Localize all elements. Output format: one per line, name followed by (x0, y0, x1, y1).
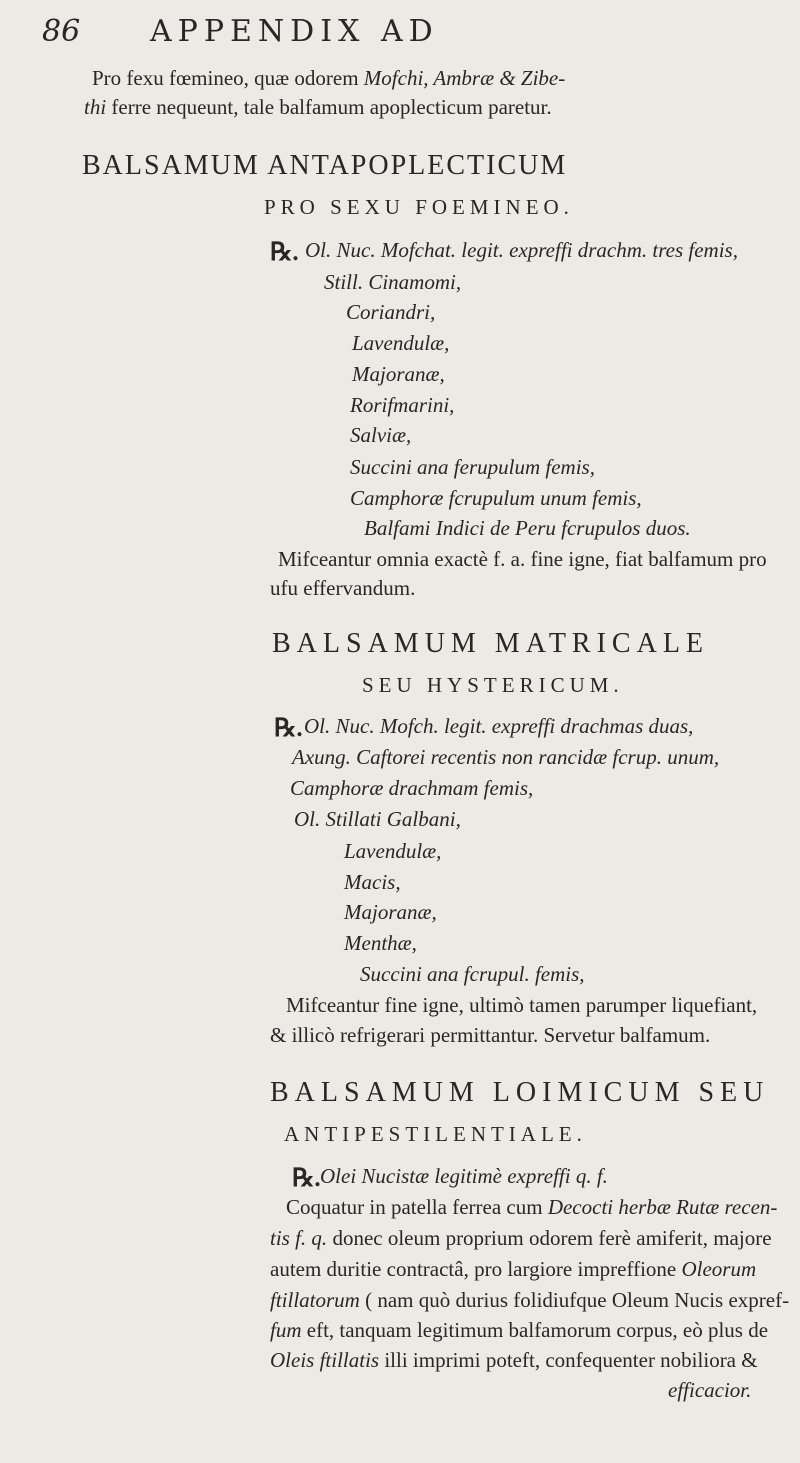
intro-line-1-text: Pro fexu fœmineo, quæ odorem (92, 66, 364, 90)
ingredient-line: Lavendulæ, (344, 839, 442, 863)
intro-line-2-text: ferre nequeunt, tale balfamum apoplecticum paretur. (106, 95, 552, 119)
body-text: Coquatur in patella ferrea cum (286, 1195, 548, 1219)
body-text: donec oleum proprium odorem ferè amiferit, majore (327, 1226, 772, 1250)
recipe-line: Olei Nucistæ legitimè expreffi q. f. (320, 1164, 608, 1188)
body-line (286, 1195, 777, 1220)
body-line (270, 1226, 772, 1251)
recipe-symbol: ℞. (292, 1165, 321, 1192)
instruction-line-2: ufu effervandum. (270, 576, 416, 600)
body-italic: ftillatorum (270, 1288, 360, 1312)
body-italic: Decocti herbæ Rutæ recen- (547, 1195, 778, 1219)
intro-line-1-italic: Mofchi, Ambræ & Zibe- (363, 66, 566, 90)
body-line (270, 1348, 758, 1373)
body-text: autem duritie contractâ, pro largiore impreffione (270, 1257, 682, 1281)
body-italic: tis f. q. (270, 1226, 328, 1250)
body-line (270, 1288, 789, 1313)
section2-title: BALSAMUM MATRICALE (272, 628, 710, 659)
running-title: APPENDIX AD (150, 14, 439, 49)
recipe-symbol: ℞. (270, 239, 299, 266)
ingredient-line: Lavendulæ, (352, 331, 450, 355)
intro-line-2-italic: thi (84, 95, 107, 119)
ingredient-line: Succini ana fcrupul. femis, (360, 962, 585, 986)
ingredient-line: Balfami Indici de Peru fcrupulos duos. (364, 516, 691, 540)
section2-subtitle: SEU HYSTERICUM. (362, 673, 624, 697)
recipe-symbol: ℞. (274, 715, 303, 742)
page-number: 86 (42, 14, 81, 49)
ingredient-line: Axung. Caftorei recentis non rancidæ fcrup. unum, (292, 745, 720, 769)
body-italic: fum (270, 1318, 302, 1342)
body-text: eft, tanquam legitimum balfamorum corpus, eò plus de (301, 1318, 769, 1342)
ingredient-line: Salviæ, (350, 423, 412, 447)
ingredient-line: Camphoræ drachmam femis, (290, 776, 534, 800)
section3-title: BALSAMUM LOIMICUM SEU (270, 1077, 770, 1108)
body-italic: Oleis ftillatis (270, 1348, 380, 1372)
ingredient-line: Camphoræ fcrupulum unum femis, (350, 486, 642, 510)
catchword: efficacior. (668, 1378, 752, 1402)
ingredient-line: Ol. Nuc. Mofchat. legit. expreffi drachm. tres femis, (305, 238, 738, 262)
ingredient-line: Menthæ, (344, 931, 417, 955)
body-line (270, 1257, 756, 1282)
body-text: illi imprimi poteft, confequenter nobiliora & (379, 1348, 758, 1372)
ingredient-line: Rorifmarini, (350, 393, 455, 417)
intro-line-2 (84, 95, 552, 120)
ingredient-line: Ol. Stillati Galbani, (294, 807, 461, 831)
ingredient-line: Still. Cinamomi, (324, 270, 462, 294)
instruction-line-1: Mifceantur omnia exactè f. a. fine igne, fiat balfamum pro (278, 547, 767, 571)
instruction-line-2: & illicò refrigerari permittantur. Servetur balfamum. (270, 1023, 711, 1047)
ingredient-line: Majoranæ, (344, 900, 437, 924)
ingredient-line: Majoranæ, (352, 362, 445, 386)
ingredient-line: Coriandri, (346, 300, 436, 324)
body-text: ( nam quò durius folidiufque Oleum Nucis expref- (359, 1288, 790, 1312)
ingredient-line: Ol. Nuc. Mofch. legit. expreffi drachmas duas, (304, 714, 694, 738)
instruction-line-1: Mifceantur fine igne, ultimò tamen parumper liquefiant, (286, 993, 758, 1017)
intro-line-1 (92, 66, 565, 91)
section1-title: BALSAMUM ANTAPOPLECTICUM (82, 150, 568, 181)
section1-subtitle: PRO SEXU FOEMINEO. (264, 195, 574, 219)
ingredient-line: Succini ana ferupulum femis, (350, 455, 595, 479)
ingredient-line: Macis, (344, 870, 401, 894)
body-line (270, 1318, 768, 1343)
section3-subtitle: ANTIPESTILENTIALE. (284, 1122, 587, 1146)
body-italic: Oleorum (681, 1257, 757, 1281)
